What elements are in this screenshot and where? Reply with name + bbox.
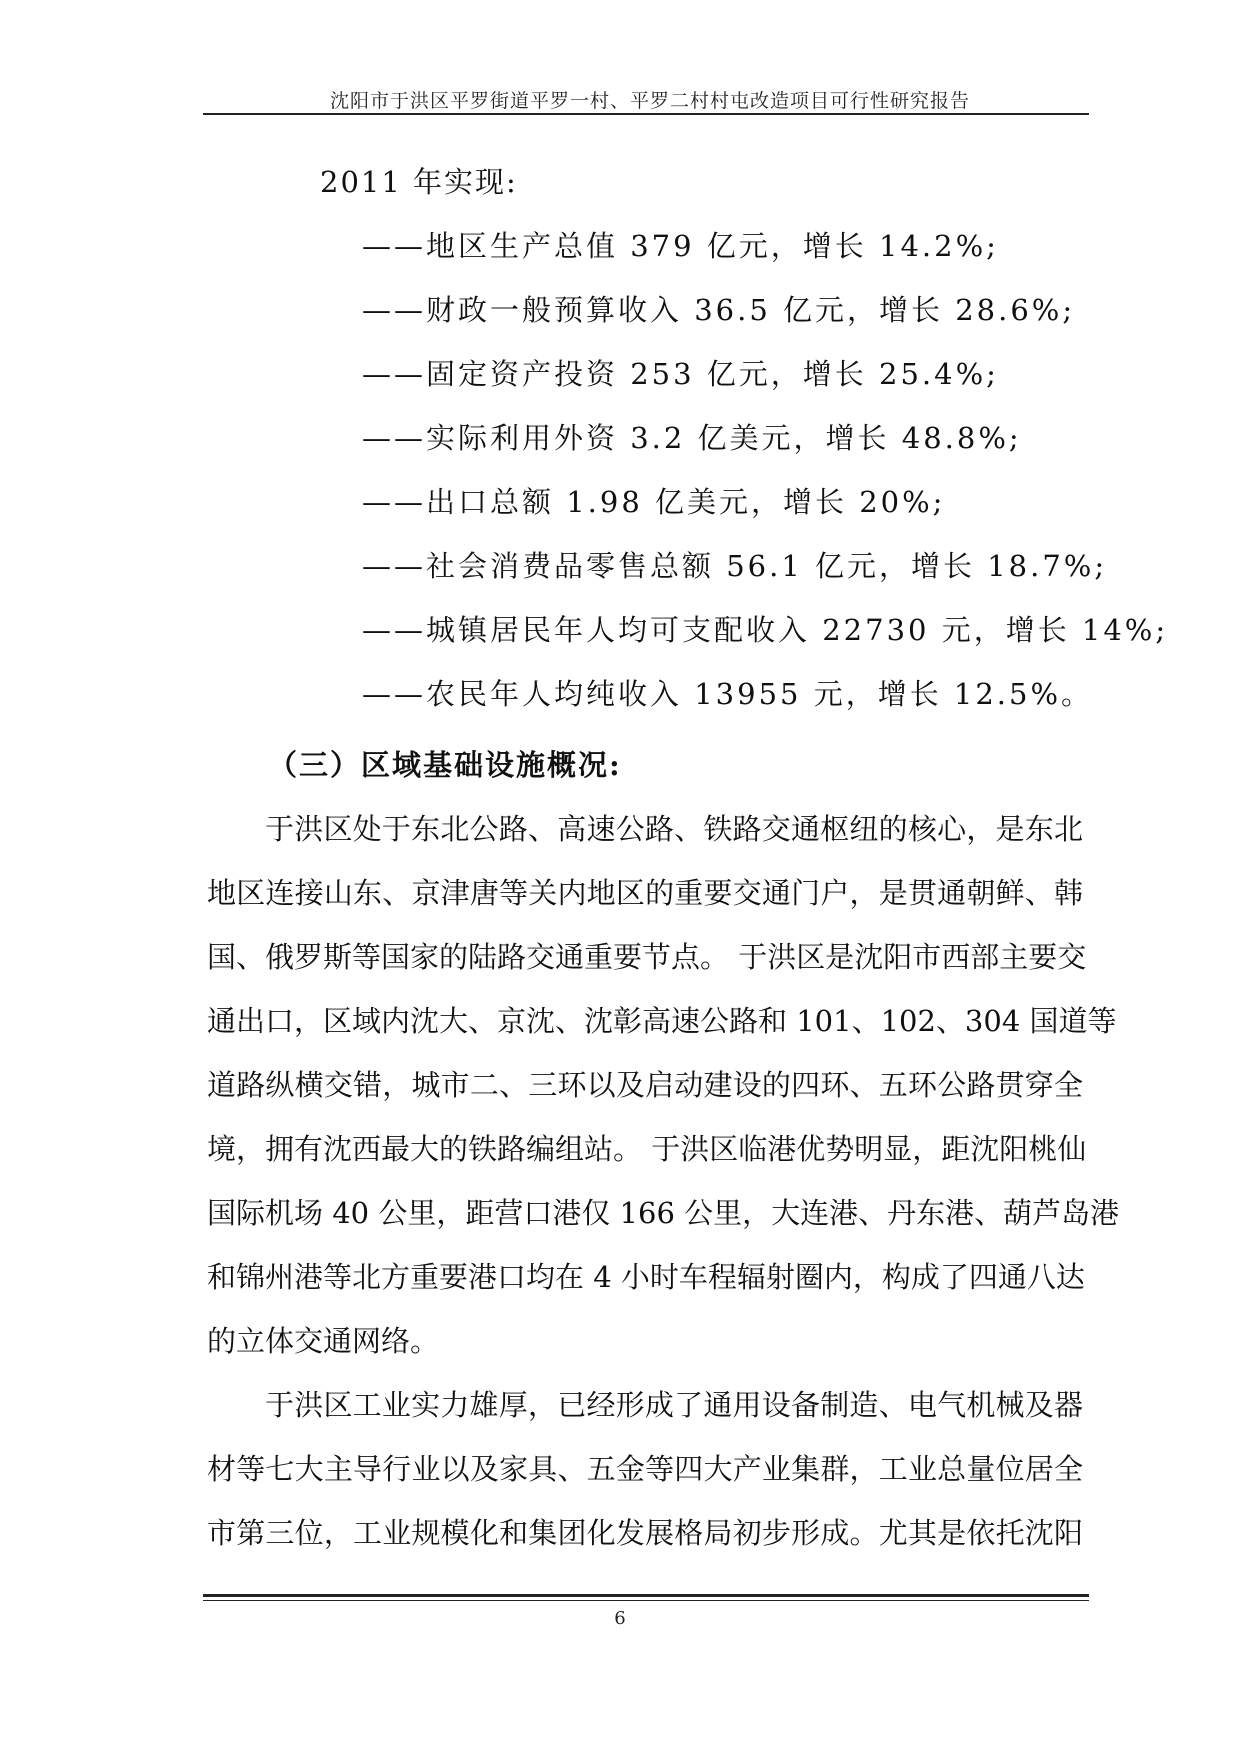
stat-item: ——城镇居民年人均可支配收入 22730 元，增长 14%; — [362, 613, 1169, 647]
paragraph-line: 和锦州港等北方重要港口均在 4 小时车程辐射圈内，构成了四通八达 — [207, 1260, 1085, 1294]
stat-item: ——地区生产总值 379 亿元，增长 14.2%; — [362, 229, 999, 263]
page-number: 6 — [614, 1608, 626, 1629]
paragraph-line: 于洪区处于东北公路、高速公路、铁路交通枢纽的核心，是东北 — [265, 812, 1083, 846]
paragraph-line: 道路纵横交错，城市二、三环以及启动建设的四环、五环公路贯穿全 — [207, 1068, 1083, 1102]
stat-item: ——实际利用外资 3.2 亿美元，增长 48.8%; — [362, 421, 1022, 455]
section-heading: （三）区域基础设施概况: — [268, 748, 622, 782]
paragraph-line: 通出口，区域内沈大、京沈、沈彰高速公路和 101、102、304 国道等 — [207, 1004, 1117, 1038]
stat-item: ——社会消费品零售总额 56.1 亿元，增长 18.7%; — [362, 549, 1108, 583]
stat-item: ——出口总额 1.98 亿美元，增长 20%; — [362, 485, 946, 519]
stat-item: ——财政一般预算收入 36.5 亿元，增长 28.6%; — [362, 293, 1076, 327]
paragraph-line: 材等七大主导行业以及家具、五金等四大产业集群，工业总量位居全 — [207, 1452, 1083, 1486]
paragraph-line: 国际机场 40 公里，距营口港仅 166 公里，大连港、丹东港、葫芦岛港 — [207, 1196, 1120, 1230]
paragraph-line: 于洪区工业实力雄厚，已经形成了通用设备制造、电气机械及器 — [265, 1388, 1083, 1422]
header-title: 沈阳市于洪区平罗街道平罗一村、平罗二村村屯改造项目可行性研究报告 — [329, 90, 970, 112]
stat-item: ——固定资产投资 253 亿元，增长 25.4%; — [362, 357, 999, 391]
paragraph-line: 境，拥有沈西最大的铁路编组站。 于洪区临港优势明显，距沈阳桃仙 — [207, 1132, 1087, 1166]
footer-divider — [203, 1594, 1089, 1597]
intro-line: 2011 年实现: — [320, 165, 518, 199]
paragraph-line: 国、俄罗斯等国家的陆路交通重要节点。 于洪区是沈阳市西部主要交 — [207, 940, 1087, 974]
paragraph-line: 市第三位，工业规模化和集团化发展格局初步形成。尤其是依托沈阳 — [207, 1516, 1083, 1550]
paragraph-line: 的立体交通网络。 — [207, 1324, 440, 1358]
paragraph-line: 地区连接山东、京津唐等关内地区的重要交通门户，是贯通朝鲜、韩 — [207, 876, 1083, 910]
stat-item: ——农民年人均纯收入 13955 元，增长 12.5%。 — [362, 677, 1094, 711]
footer-divider-thin — [203, 1600, 1089, 1601]
header-divider — [203, 113, 1089, 115]
